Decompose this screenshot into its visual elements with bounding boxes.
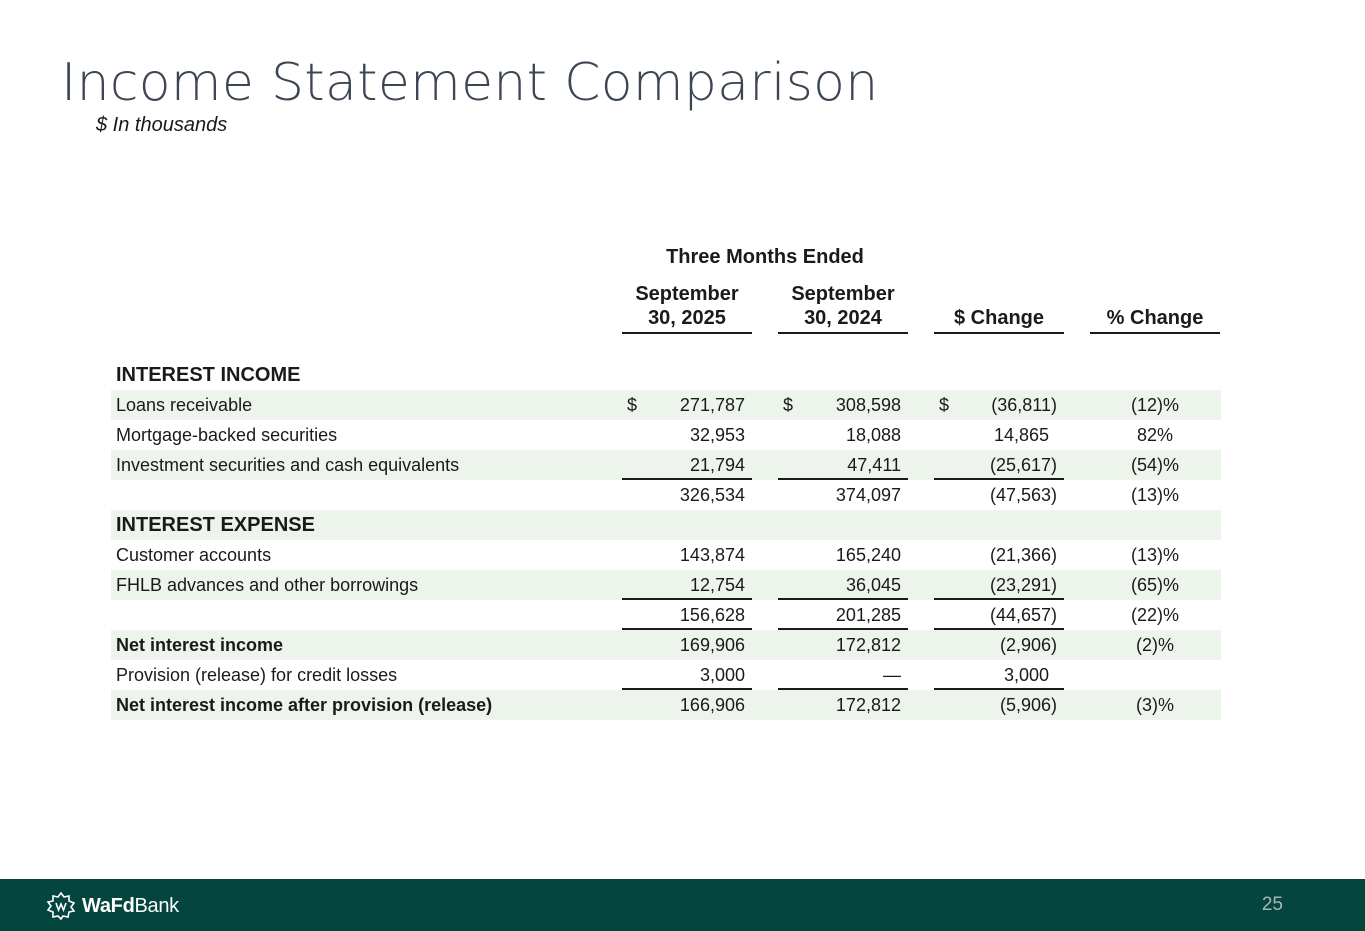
cell-2024: — [778,660,908,690]
row-label: Investment securities and cash equivalents [116,455,460,475]
currency-symbol: $ [627,395,638,415]
row-label: Loans receivable [116,395,253,415]
income-statement-table [111,360,1221,720]
cell-2024: 172,812 [835,695,901,715]
cell-2024: 36,045 [778,570,908,600]
cell-percent-change: (3)% [1135,695,1174,715]
cell-percent-change: (65)% [1130,575,1179,595]
row-label: Customer accounts [116,545,272,565]
wafd-emblem-icon [46,891,76,921]
table-row-net-interest-income-after-provision [111,690,1221,720]
row-label: Net interest income [116,635,284,655]
currency-symbol: $ [939,395,950,415]
cell-percent-change: 82% [1136,425,1174,445]
cell-2025: 169,906 [679,635,745,655]
cell-dollar-change: (21,366) [989,545,1057,565]
cell-2025: 326,534 [679,485,745,505]
cell-2024: 201,285 [778,600,908,630]
section-header-interest-expense [111,510,1221,540]
cell-dollar-change: 3,000 [934,660,1064,690]
cell-dollar-change: (44,657) [934,600,1064,630]
cell-dollar-change: 14,865 [993,425,1049,445]
section-header-interest-income [111,360,1221,390]
table-row-net-interest-income [111,630,1221,660]
column-header-sep-2024: September 30, 2024 [778,282,908,334]
column-header-sep-2025: September 30, 2025 [622,282,752,334]
cell-2025: $ 271,787 [622,390,752,420]
row-label: FHLB advances and other borrowings [116,575,419,595]
page-title: Income Statement Comparison [61,53,879,113]
cell-percent-change: (54)% [1130,455,1179,475]
table-row-mortgage-backed-securities [111,420,1221,450]
table-row-fhlb-advances [111,570,1221,600]
row-label: Mortgage-backed securities [116,425,338,445]
cell-percent-change: (13)% [1130,485,1179,505]
cell-2024: 165,240 [835,545,901,565]
cell-dollar-change: (23,291) [934,570,1064,600]
wafd-bank-logo [46,891,179,921]
table-row-loans-receivable [111,390,1221,420]
cell-2025: 32,953 [689,425,745,445]
table-row-investment-securities [111,450,1221,480]
cell-2025: 21,794 [622,450,752,480]
page-number: 25 [1261,894,1283,915]
row-label: Provision (release) for credit losses [116,665,398,685]
cell-percent-change: (13)% [1130,545,1179,565]
row-label: Net interest income after provision (release) [116,695,493,715]
column-header-percent-change: % Change [1090,282,1220,334]
cell-2024: 18,088 [845,425,901,445]
table-row-provision-credit-losses [111,660,1221,690]
column-header-dollar-change: $ Change [934,282,1064,334]
cell-2025: 12,754 [622,570,752,600]
cell-dollar-change: (5,906) [999,695,1057,715]
table-row-customer-accounts [111,540,1221,570]
cell-2024: 47,411 [778,450,908,480]
units-subtitle: $ In thousands [96,114,228,136]
cell-dollar-change: (47,563) [989,485,1057,505]
period-group-header: Three Months Ended [666,246,864,268]
currency-symbol: $ [783,395,794,415]
cell-percent-change: (12)% [1130,395,1179,415]
cell-percent-change: (2)% [1135,635,1174,655]
table-row-interest-expense-total [111,600,1221,630]
cell-2025: 3,000 [622,660,752,690]
cell-percent-change: (22)% [1130,605,1179,625]
cell-2025: 156,628 [622,600,752,630]
section-label: INTEREST INCOME [116,364,301,386]
table-row-interest-income-total [111,480,1221,510]
cell-2025: 143,874 [679,545,745,565]
cell-2024: $ 308,598 [778,390,908,420]
cell-2024: 172,812 [835,635,901,655]
footer-bar [0,879,1365,931]
cell-percent-change [1090,660,1220,690]
cell-dollar-change: $ (36,811) [934,390,1064,420]
cell-dollar-change: (25,617) [934,450,1064,480]
section-label: INTEREST EXPENSE [116,514,315,536]
cell-2024: 374,097 [835,485,901,505]
cell-2025: 166,906 [679,695,745,715]
brand-wordmark: WaFdBank [82,894,179,917]
cell-dollar-change: (2,906) [999,635,1057,655]
